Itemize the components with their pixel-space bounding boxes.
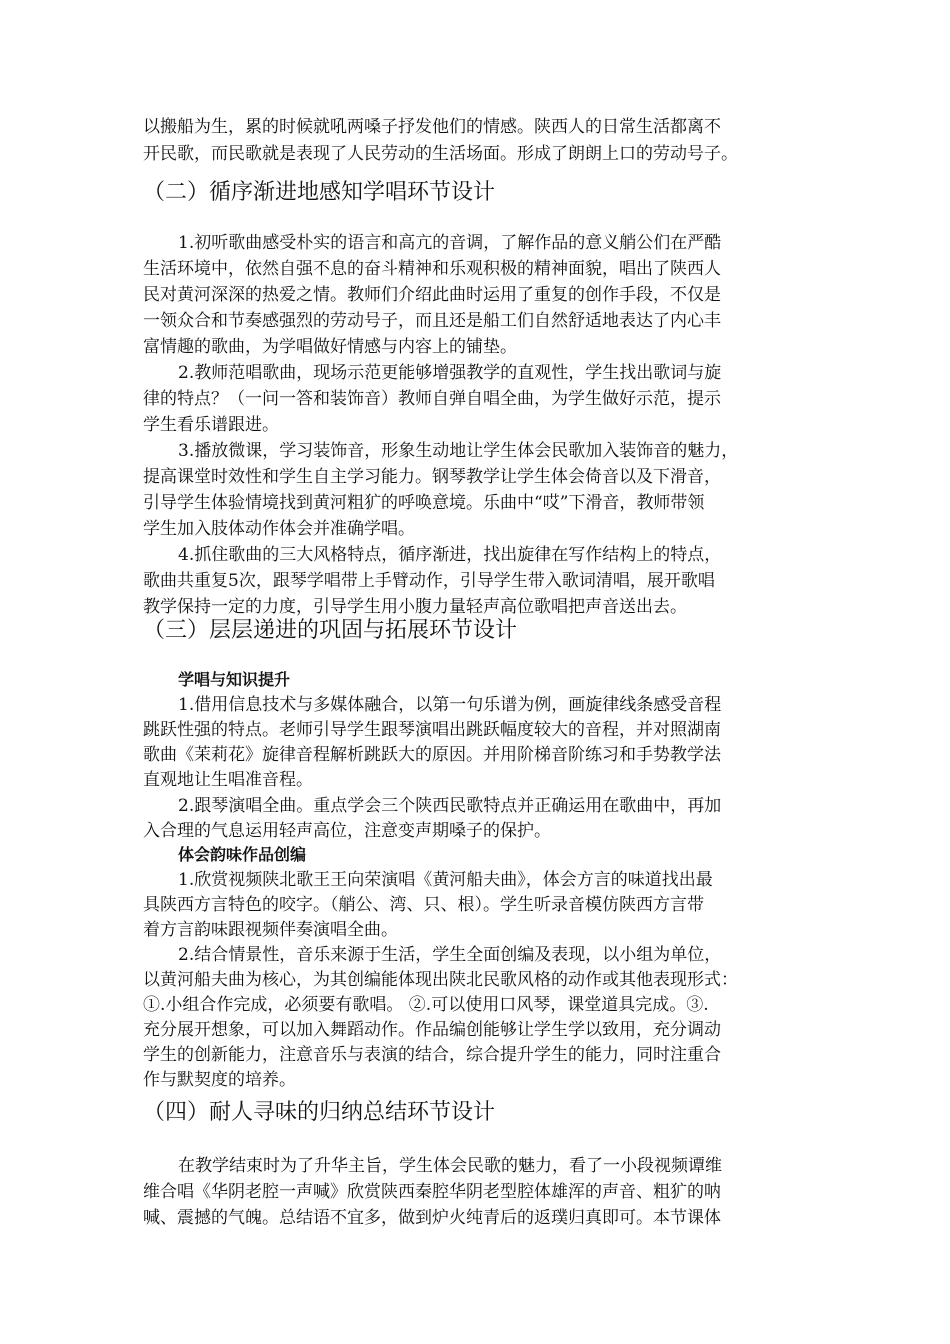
paragraph-line: 一领众合和节奏感强烈的劳动号子，而且还是船工们自然舒适地表达了内心丰 (143, 311, 721, 331)
paragraph-line: 3.播放微课，学习装饰音，形象生动地让学生体会民歌加入装饰音的魅力， (178, 441, 739, 461)
paragraph-line: 2.跟琴演唱全曲。重点学会三个陕西民歌特点并正确运用在歌曲中，再加 (178, 796, 722, 816)
paragraph-line: 开民歌，而民歌就是表现了人民劳动的生活场面。形成了朗朗上口的劳动号子。 (143, 144, 738, 164)
paragraph-line: 4.抓住歌曲的三大风格特点，循序渐进，找出旋律在写作结构上的特点， (178, 545, 722, 565)
paragraph-line: 维合唱《华阴老腔一声喊》欣赏陕西秦腔华阴老型腔体雄浑的声音、粗犷的呐 (143, 1182, 721, 1202)
paragraph-line: 歌曲《茉莉花》旋律音程解析跳跃大的原因。并用阶梯音阶练习和手势教学法 (143, 745, 721, 765)
paragraph-line: 直观地让生唱准音程。 (143, 770, 313, 790)
paragraph-line: 生活环境中，依然自强不息的奋斗精神和乐观积极的精神面貌，唱出了陕西人 (143, 259, 721, 279)
section-heading-2: （二）循序渐进地感知学唱环节设计 (143, 180, 496, 205)
paragraph-line: 2.教师范唱歌曲，现场示范更能够增强教学的直观性，学生找出歌词与旋 (178, 363, 722, 383)
paragraph-line: ①.小组合作完成，必须要有歌唱。 ②.可以使用口风琴，课堂道具完成。③. (143, 995, 709, 1015)
paragraph-line: 1.欣赏视频陕北歌王王向荣演唱《黄河船夫曲》，体会方言的味道找出最 (178, 870, 713, 890)
paragraph-line: 引导学生体验情境找到黄河粗犷的呼唤意境。乐曲中“哎”下滑音，教师带领 (143, 493, 705, 513)
paragraph-line: 1.初听歌曲感受朴实的语言和高亢的音调，了解作品的意义艄公们在严酷 (178, 233, 722, 253)
paragraph-line: 民对黄河深深的热爱之情。教师们介绍此曲时运用了重复的创作手段，不仅是 (143, 285, 721, 305)
paragraph-line: 歌曲共重复5次，跟琴学唱带上手臂动作，引导学生带入歌词清唱，展开歌唱 (143, 571, 715, 591)
paragraph-line: 在教学结束时为了升华主旨，学生体会民歌的魅力，看了一小段视频谭维 (178, 1156, 722, 1176)
paragraph-line: 1.借用信息技术与多媒体融合，以第一句乐谱为例，画旋律线条感受音程 (178, 695, 722, 715)
section-heading-4: （四）耐人寻味的归纳总结环节设计 (143, 1100, 496, 1125)
subheading-creation: 体会韵味作品创编 (178, 845, 307, 864)
paragraph-line: 喊、震撼的气魄。总结语不宜多，做到炉火纯青后的返璞归真即可。本节课体 (143, 1208, 721, 1228)
paragraph-line: 学生的创新能力，注意音乐与表演的结合，综合提升学生的能力，同时注重合 (143, 1045, 721, 1065)
paragraph-line: 跳跃性强的特点。老师引导学生跟琴演唱出跳跃幅度较大的音程，并对照湖南 (143, 720, 721, 740)
paragraph-line: 以黄河船夫曲为核心，为其创编能体现出陕北民歌风格的动作或其他表现形式： (143, 970, 738, 990)
paragraph-line: 充分展开想象，可以加入舞蹈动作。作品编创能够让学生学以致用，充分调动 (143, 1020, 721, 1040)
paragraph-line: 学生加入肢体动作体会并准确学唱。 (143, 519, 415, 539)
paragraph-line: 律的特点？（一问一答和装饰音）教师自弹自唱全曲，为学生做好示范，提示 (143, 389, 721, 409)
paragraph-line: 入合理的气息运用轻声高位，注意变声期嗓子的保护。 (143, 821, 551, 841)
paragraph-line: 教学保持一定的力度，引导学生用小腹力量轻声高位歌唱把声音送出去。 (143, 597, 687, 617)
paragraph-line: 提高课堂时效性和学生自主学习能力。钢琴教学让学生体会倚音以及下滑音， (143, 467, 721, 487)
paragraph-line: 作与默契度的培养。 (143, 1070, 296, 1090)
paragraph-line: 学生看乐谱跟进。 (143, 415, 279, 435)
subheading-learning: 学唱与知识提升 (178, 670, 291, 689)
paragraph-line: 富情趣的歌曲，为学唱做好情感与内容上的铺垫。 (143, 337, 517, 357)
paragraph-line: 以搬船为生，累的时候就吼两嗓子抒发他们的情感。陕西人的日常生活都离不 (143, 117, 721, 137)
paragraph-line: 具陕西方言特色的咬字。（艄公、湾、只、根）。学生听录音模仿陕西方言带 (143, 895, 704, 915)
section-heading-3: （三）层层递进的巩固与拓展环节设计 (143, 618, 518, 643)
paragraph-line: 着方言韵味跟视频伴奏演唱全曲。 (143, 920, 398, 940)
paragraph-line: 2.结合情景性，音乐来源于生活，学生全面创编及表现，以小组为单位， (178, 945, 722, 965)
